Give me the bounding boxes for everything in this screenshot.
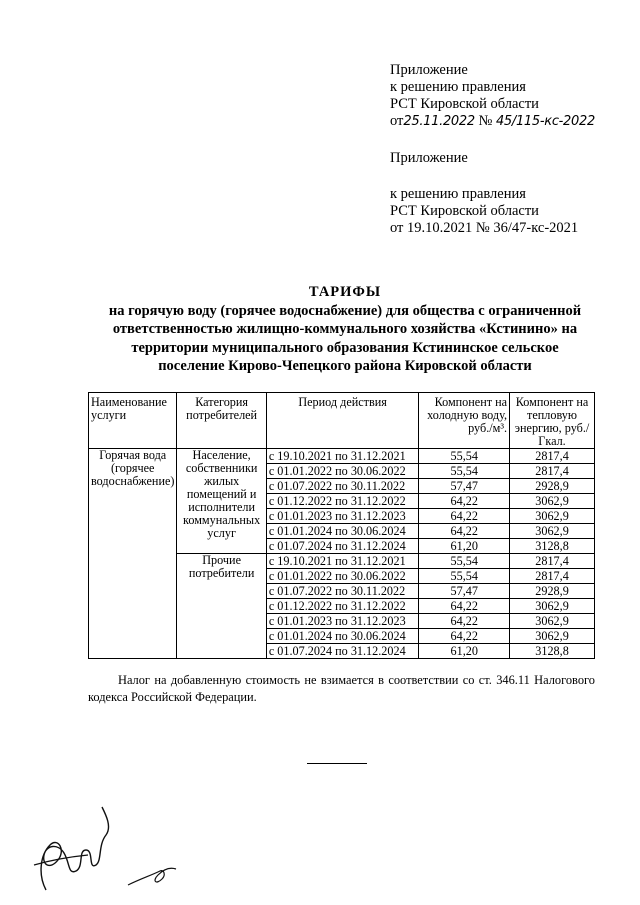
cold-value-cell: 61,20 [419,539,510,554]
period-cell: с 19.10.2021 по 31.12.2021 [266,449,419,464]
cold-value-cell: 64,22 [419,524,510,539]
vat-note [88,672,595,706]
appendix-label: Приложение [390,62,468,78]
heat-value-cell: 2817,4 [510,464,595,479]
handwritten-number: 45/115-кс-2022 [495,114,595,129]
period-cell: с 01.12.2022 по 31.12.2022 [266,494,419,509]
document-title [85,283,605,376]
cold-value-cell: 57,47 [419,479,510,494]
tariff-table [88,392,595,659]
category-cell: Прочие потребители [177,554,266,659]
appendix-block-current [390,62,539,113]
date-prefix: от [390,113,404,129]
vat-note-text: Налог на добавленную стоимость не взимается в соответствии со ст. 346.11 Налогового кодекса Российской Федерации. [88,673,595,704]
period-cell: с 01.07.2022 по 30.11.2022 [266,584,419,599]
period-cell: с 01.07.2024 по 31.12.2024 [266,539,419,554]
period-cell: с 01.01.2023 по 31.12.2023 [266,509,419,524]
service-name-cell: Горячая вода (горячее водоснабжение) [89,449,177,659]
title-heading: ТАРИФЫ [308,284,382,300]
period-cell: с 01.01.2022 по 30.06.2022 [266,464,419,479]
heat-value-cell: 3062,9 [510,524,595,539]
heat-value-cell: 2817,4 [510,449,595,464]
appendix-date-number-line: от 19.10.2021 № 36/47-кс-2021 [390,220,579,236]
period-cell: с 01.07.2022 по 30.11.2022 [266,479,419,494]
appendix-authority-line: РСТ Кировской области [390,96,539,112]
handwritten-date: 25.11.2022 [403,114,475,129]
appendix-date-line [390,113,595,130]
heat-value-cell: 2817,4 [510,554,595,569]
appendix-block-previous [390,150,578,237]
title-line: поселение Кирово-Чепецкого района Кировской области [158,358,532,374]
period-cell: с 01.07.2024 по 31.12.2024 [266,644,419,659]
heat-value-cell: 3062,9 [510,494,595,509]
period-cell: с 01.01.2023 по 31.12.2023 [266,614,419,629]
header-period: Период действия [266,393,419,449]
heat-value-cell: 2817,4 [510,569,595,584]
header-category: Категория потребителей [177,393,266,449]
tariff-table-body [89,449,595,659]
cold-value-cell: 55,54 [419,569,510,584]
appendix-label: Приложение [390,150,468,166]
cold-value-cell: 64,22 [419,494,510,509]
cold-value-cell: 57,47 [419,584,510,599]
header-heat-component: Компонент на тепловую энергию, руб./Гкал. [510,393,595,449]
table-header-row [89,393,595,449]
number-sign: № [478,113,493,129]
cold-value-cell: 64,22 [419,599,510,614]
cold-value-cell: 55,54 [419,464,510,479]
table-row [89,449,595,464]
title-line: на горячую воду (горячее водоснабжение) для общества с ограниченной [108,302,582,319]
header-service: Наименование услуги [89,393,177,449]
cold-value-cell: 64,22 [419,509,510,524]
period-cell: с 01.01.2024 по 30.06.2024 [266,524,419,539]
period-cell: с 01.12.2022 по 31.12.2022 [266,599,419,614]
period-cell: с 01.01.2024 по 30.06.2024 [266,629,419,644]
heat-value-cell: 3128,8 [510,539,595,554]
header-cold-component: Компонент на холодную воду, руб./м³. [419,393,510,449]
heat-value-cell: 3062,9 [510,614,595,629]
heat-value-cell: 2928,9 [510,584,595,599]
appendix-decision-line: к решению правления [390,186,526,202]
category-cell: Население, собственники жилых помещений и исполнители коммунальных услуг [177,449,266,554]
heat-value-cell: 3062,9 [510,629,595,644]
period-cell: с 01.01.2022 по 30.06.2022 [266,569,419,584]
appendix-decision-line: к решению правления [390,79,526,95]
cold-value-cell: 64,22 [419,629,510,644]
cold-value-cell: 61,20 [419,644,510,659]
heat-value-cell: 3062,9 [510,599,595,614]
title-line: ответственностью жилищно-коммунального хозяйства «Кстинино» на [112,321,578,337]
appendix-authority-line: РСТ Кировской области [390,203,539,219]
heat-value-cell: 3128,8 [510,644,595,659]
signature-image [28,795,198,900]
cold-value-cell: 55,54 [419,449,510,464]
period-cell: с 19.10.2021 по 31.12.2021 [266,554,419,569]
cold-value-cell: 64,22 [419,614,510,629]
heat-value-cell: 2928,9 [510,479,595,494]
heat-value-cell: 3062,9 [510,509,595,524]
title-line: территории муниципального образования Кстининское сельское [131,339,559,356]
separator-line [307,763,367,764]
cold-value-cell: 55,54 [419,554,510,569]
